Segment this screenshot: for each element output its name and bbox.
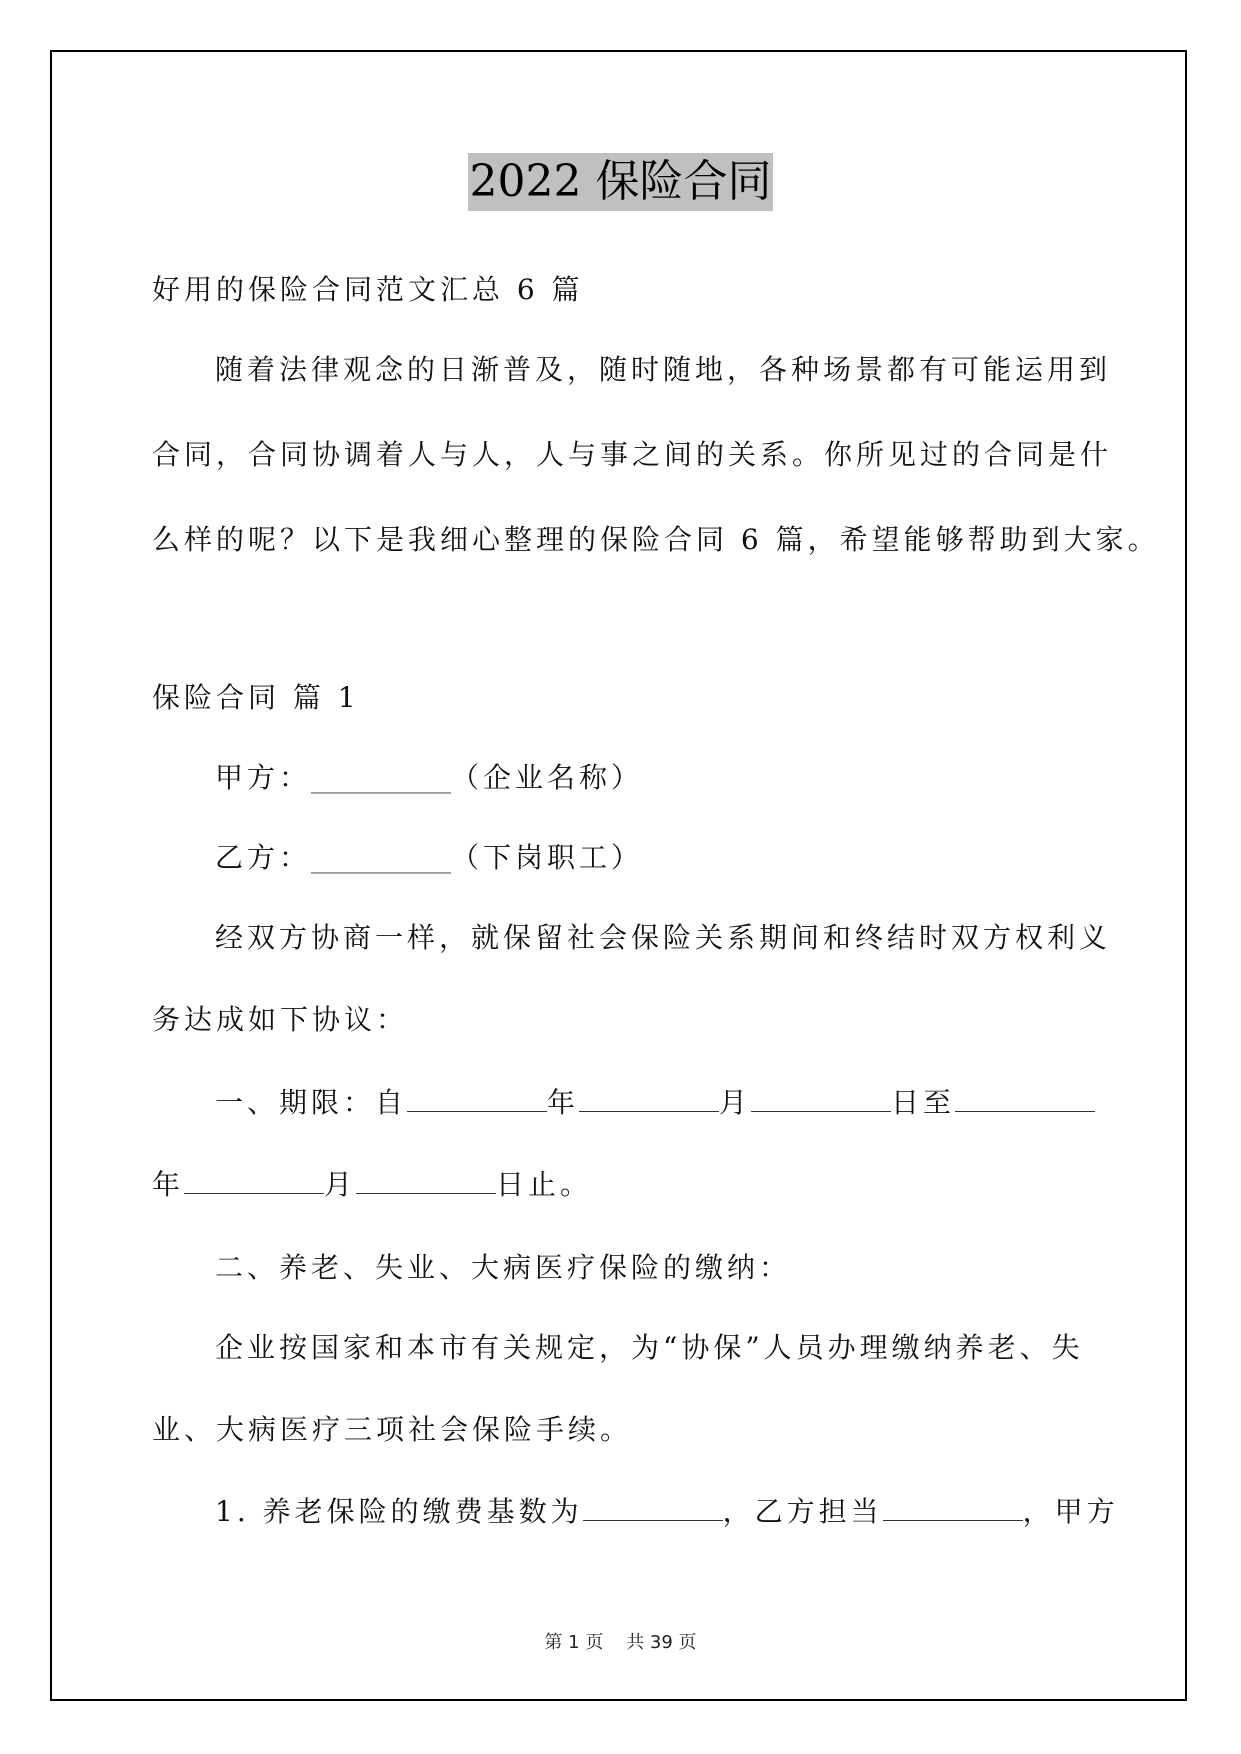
clause2-line-1: 企业按国家和本市有关规定，为“协保”人员办理缴纳养老、失: [215, 1331, 1084, 1364]
party-a-note: （企业名称）: [451, 761, 644, 794]
term-start-year-blank: [407, 1085, 547, 1112]
term-end-month-blank: [184, 1167, 324, 1194]
party-b-note: （下岗职工）: [451, 841, 644, 874]
term-end-month-label: 月: [324, 1168, 357, 1201]
term-month-label: 月: [719, 1086, 752, 1119]
party-b-line: [215, 840, 643, 876]
pension-base-blank: [583, 1494, 723, 1521]
term-end-day-blank: [356, 1167, 496, 1194]
agreement-line-1: 经双方协商一样，就保留社会保险关系期间和终结时双方权利义: [215, 921, 1112, 954]
party-b-label: 乙方：: [215, 841, 312, 874]
document-subtitle: 好用的保险合同范文汇总 6 篇: [152, 273, 584, 306]
term-year-label: 年: [547, 1086, 580, 1119]
term-end-year-blank: [955, 1085, 1095, 1112]
term-start-day-blank: [751, 1085, 891, 1112]
term-from-label: 一、期限：自: [215, 1086, 408, 1119]
term-line-2: [152, 1167, 592, 1203]
document-title: 2022 保险合同: [468, 153, 774, 211]
clause2-heading: 二、养老、失业、大病医疗保险的缴纳：: [215, 1251, 792, 1284]
page-number: 第 1 页 共 39 页: [544, 1632, 697, 1653]
party-a-blank: __________: [311, 761, 452, 794]
section-heading: 保险合同 篇 1: [152, 681, 360, 714]
term-end-year-label: 年: [152, 1168, 185, 1201]
party-a-line: [215, 760, 643, 796]
clause2-line-2: 业、大病医疗三项社会保险手续。: [152, 1413, 633, 1446]
title-container: [0, 153, 1241, 211]
item1-part-2: ，乙方担当: [722, 1495, 883, 1528]
term-start-month-blank: [579, 1085, 719, 1112]
page-footer: [0, 1628, 1241, 1654]
intro-line-1: 随着法律观念的日渐普及，随时随地，各种场景都有可能运用到: [215, 353, 1112, 386]
term-end-label: 日止。: [496, 1168, 593, 1201]
party-b-blank: __________: [311, 841, 452, 874]
item1-line: [215, 1494, 1119, 1530]
intro-line-3: 么样的呢？以下是我细心整理的保险合同 6 篇，希望能够帮助到大家。: [152, 523, 1160, 556]
party-a-label: 甲方：: [215, 761, 312, 794]
intro-line-2: 合同，合同协调着人与人，人与事之间的关系。你所见过的合同是什: [152, 438, 1113, 471]
party-b-share-blank: [883, 1494, 1023, 1521]
item1-part-3: ，甲方: [1022, 1495, 1119, 1528]
term-to-label: 日至: [891, 1086, 956, 1119]
agreement-line-2: 务达成如下协议：: [152, 1003, 409, 1036]
term-line-1: [215, 1085, 1095, 1121]
item1-part-1: 1. 养老保险的缴费基数为: [215, 1495, 583, 1528]
